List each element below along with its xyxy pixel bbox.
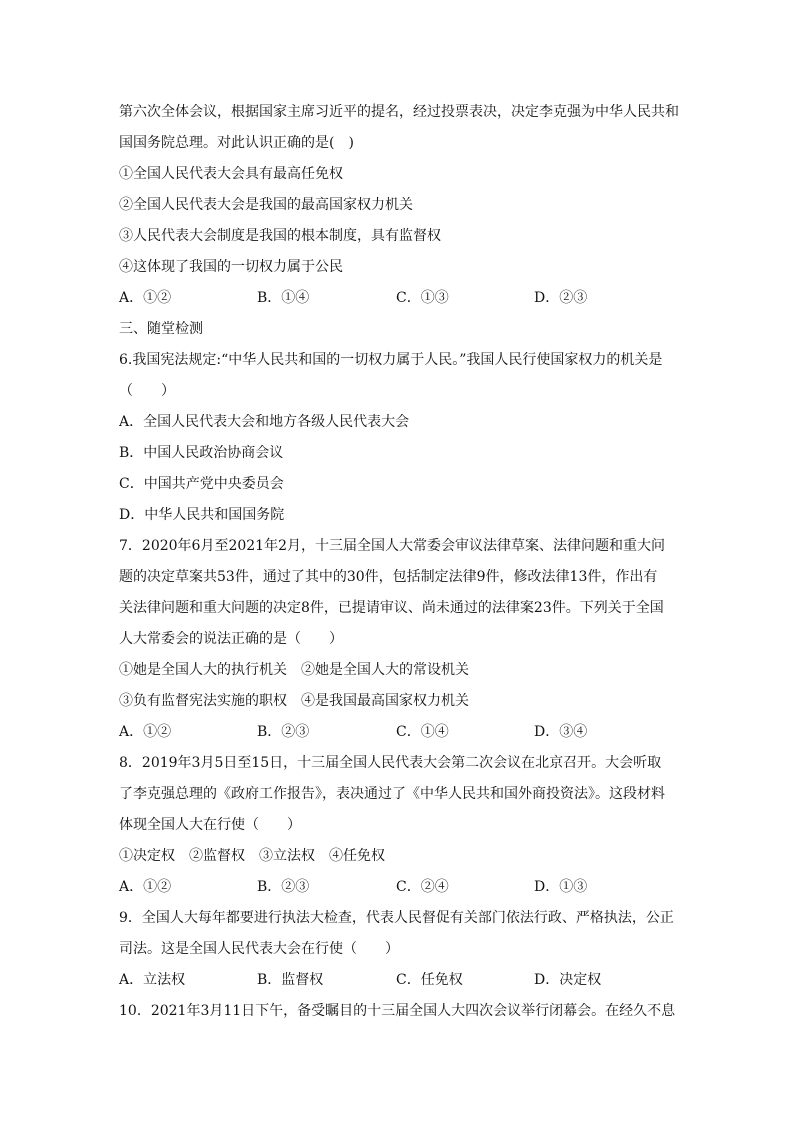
q6-stem-line-1: 6.我国宪法规定:“中华人民共和国的一切权力属于人民。”我国人民行使国家权力的机关是 — [119, 352, 663, 368]
q6-option-d: D．中华人民共和国国务院 — [119, 507, 285, 523]
q7-statements-3-4: ③负有监督宪法实施的职权 ④是我国最高国家权力机关 — [119, 693, 469, 709]
q5-option-a: A．①② — [119, 290, 172, 306]
q6-stem-line-2: （ ） — [119, 383, 175, 399]
q8-stem-line-1: 8．2019年3月5日至15日，十三届全国人民代表大会第二次会议在北京召开。大会听取 — [119, 755, 662, 771]
q8-options — [119, 872, 679, 903]
q9-stem-line-2: 司法。这是全国人民代表大会在行使（ ） — [119, 941, 399, 957]
q7-option-b: B．②③ — [257, 724, 310, 740]
q5-option-d: D．②③ — [534, 290, 588, 306]
q6-option-b: B．中国人民政治协商会议 — [119, 445, 284, 461]
q6-option-a: A．全国人民代表大会和地方各级人民代表大会 — [119, 414, 410, 430]
q8-option-d: D．①③ — [534, 879, 588, 895]
q7-stem-line-4: 人大常委会的说法正确的是（ ） — [119, 631, 343, 647]
q10-stem-line-1: 10．2021年3月11日下午，备受瞩目的十三届全国人大四次会议举行闭幕会。在经久不息 — [119, 1003, 676, 1019]
q7-stem-line-1: 7．2020年6月至2021年2月，十三届全国人大常委会审议法律草案、法律问题和重大问 — [119, 538, 665, 554]
q5-statement-1: ①全国人民代表大会具有最高任免权 — [119, 166, 343, 182]
q5-statement-4: ④这体现了我国的一切权力属于公民 — [119, 259, 343, 275]
q5-stem-line-1: 第六次全体会议，根据国家主席习近平的提名，经过投票表决，决定李克强为中华人民共和 — [119, 104, 679, 120]
q7-statements-1-2: ①她是全国人大的执行机关 ②她是全国人大的常设机关 — [119, 662, 469, 678]
q9-option-d: D．决定权 — [534, 972, 602, 988]
q8-statements: ①决定权 ②监督权 ③立法权 ④任免权 — [119, 848, 385, 864]
q8-option-b: B．②③ — [257, 879, 310, 895]
q6-option-c: C．中国共产党中央委员会 — [119, 476, 284, 492]
q7-stem-line-3: 关法律问题和重大问题的决定8件，已提请审议、尚未通过的法律案23件。下列关于全国 — [119, 600, 664, 616]
q5-statement-2: ②全国人民代表大会是我国的最高国家权力机关 — [119, 197, 413, 213]
q9-option-b: B．监督权 — [257, 972, 324, 988]
q5-option-b: B．①④ — [257, 290, 310, 306]
q9-option-c: C．任免权 — [396, 972, 463, 988]
q8-option-c: C．②④ — [396, 879, 449, 895]
q5-option-c: C．①③ — [396, 290, 449, 306]
q8-stem-line-3: 体现全国人大在行使（ ） — [119, 817, 301, 833]
q5-stem-line-2: 国国务院总理。对此认识正确的是( ) — [119, 135, 354, 151]
q7-option-c: C．①④ — [396, 724, 449, 740]
q9-options — [119, 965, 679, 996]
q7-stem-line-2: 题的决定草案共53件，通过了其中的30件，包括制定法律9件，修改法律13件，作出有 — [119, 569, 658, 585]
q5-statement-3: ③人民代表大会制度是我国的根本制度，具有监督权 — [119, 228, 441, 244]
section-title: 三、随堂检测 — [119, 321, 203, 337]
q8-stem-line-2: 了李克强总理的《政府工作报告》，表决通过了《中华人民共和国外商投资法》。这段材料 — [119, 786, 665, 802]
q9-stem-line-1: 9．全国人大每年都要进行执法大检查，代表人民督促有关部门依法行政、严格执法，公正 — [119, 910, 674, 926]
q5-options — [119, 283, 679, 314]
q8-option-a: A．①② — [119, 879, 172, 895]
q7-option-d: D．③④ — [534, 724, 588, 740]
q7-option-a: A．①② — [119, 724, 172, 740]
q9-option-a: A．立法权 — [119, 972, 186, 988]
document-page — [119, 97, 679, 1027]
q7-options — [119, 717, 679, 748]
